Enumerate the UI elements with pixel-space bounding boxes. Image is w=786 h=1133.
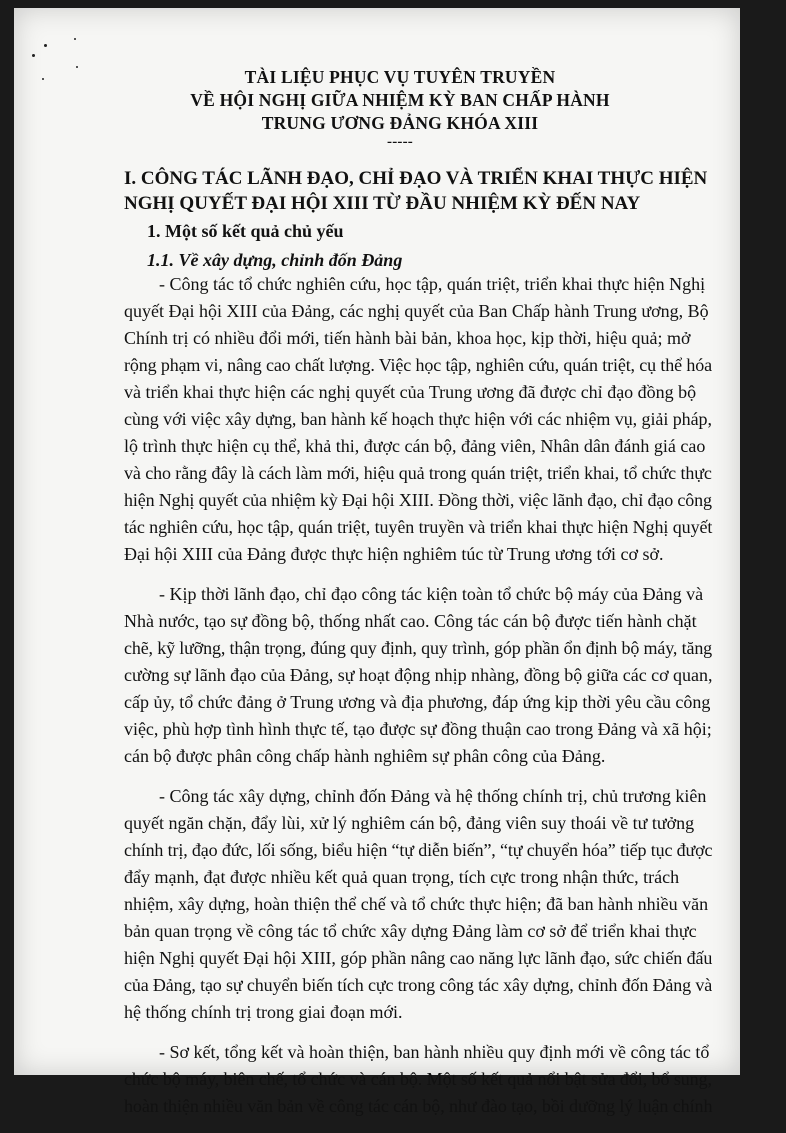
section-heading-line: I. CÔNG TÁC LÃNH ĐẠO, CHỈ ĐẠO VÀ TRIỂN KHAI THỰC HIỆN (124, 168, 708, 189)
section-heading-line: NGHỊ QUYẾT ĐẠI HỘI XIII TỪ ĐẦU NHIỆM KỲ ĐẾN NAY (124, 193, 641, 214)
paragraph-line: cán bộ được phân công chấp hành nghiêm sự phân công của Đảng. (124, 746, 606, 766)
scan-speck (44, 44, 47, 47)
paragraph-line: chức bộ máy, biên chế, tổ chức và cán bộ. Một số kết quả nổi bật sửa đổi, bổ sung, (124, 1069, 712, 1089)
title-line: VỀ HỘI NGHỊ GIỮA NHIỆM KỲ BAN CHẤP HÀNH (190, 90, 610, 110)
paragraph-line: - Công tác xây dựng, chỉnh đốn Đảng và hệ thống chính trị, chủ trương kiên (159, 786, 707, 806)
paragraph-line: quyết Đại hội XIII của Đảng, các nghị quyết của Ban Chấp hành Trung ương, Bộ (124, 301, 709, 321)
document-page (14, 8, 740, 1116)
paragraph-line: hiện Nghị quyết của nhiệm kỳ Đại hội XIII. Đồng thời, việc lãnh đạo, chỉ đạo công (124, 490, 712, 510)
title-divider: ----- (387, 134, 413, 150)
paragraph-line: nhiệm, xây dựng, hoàn thiện thể chế và tổ chức thực hiện; đã ban hành nhiều văn (124, 894, 709, 914)
document-body (124, 271, 712, 1133)
paragraph-line: cường sự lãnh đạo của Đảng, sự hoạt động nhịp nhàng, đồng bộ giữa các cơ quan, (124, 665, 713, 685)
paragraph-line: cấp ủy, tổ chức đảng ở Trung ương và địa phương, đáp ứng kịp thời yêu cầu công (124, 692, 711, 712)
paragraph-line: chẽ, kỹ lưỡng, thận trọng, đúng quy định, quy trình, góp phần ổn định bộ máy, tăng (124, 638, 713, 658)
paragraph-line: và triển khai thực hiện các nghị quyết của Trung ương đã được chỉ đạo đồng bộ (124, 382, 697, 402)
paragraph-line: Đại hội XIII của Đảng được thực hiện nghiêm túc từ Trung ương tới cơ sở. (124, 544, 664, 564)
body-paragraph (124, 581, 712, 770)
paragraph-line: cùng với việc xây dựng, ban hành kế hoạch thực hiện với các nhiệm vụ, giải pháp, (124, 409, 712, 429)
paragraph-line: chính trị, đạo đức, lối sống, biểu hiện “tự diễn biến”, “tự chuyển hóa” tiếp tục được (124, 840, 713, 860)
paragraph-line: hoàn thiện nhiều văn bản về công tác cán bộ, như đào tạo, bồi dưỡng lý luận chính (124, 1096, 713, 1116)
paragraph-line: lộ trình thực hiện cụ thể, khả thi, được cán bộ, đảng viên, Nhân dân đánh giá cao (124, 436, 706, 456)
paragraph-line: - Sơ kết, tổng kết và hoàn thiện, ban hành nhiều quy định mới về công tác tổ (159, 1042, 710, 1062)
paragraph-line: Nhà nước, tạo sự đồng bộ, thống nhất cao. Công tác cán bộ được tiến hành chặt (124, 611, 697, 631)
body-paragraph (124, 783, 712, 1026)
paragraph-line: việc, phù hợp tình hình thực tế, tạo được sự đồng thuận cao trong Đảng và xã hội; (124, 719, 712, 739)
paragraph-line: hiện Nghị quyết Đại hội XIII, góp phần nâng cao năng lực lãnh đạo, sức chiến đấu (124, 948, 713, 968)
scan-speck (32, 54, 35, 57)
scan-speck (74, 38, 76, 40)
paragraph-line: quyết ngăn chặn, đẩy lùi, xử lý nghiêm cán bộ, đảng viên suy thoái về tư tưởng (124, 813, 695, 833)
paragraph-line: hệ thống chính trị trong giai đoạn mới. (124, 1002, 403, 1022)
document-title (14, 66, 786, 149)
paragraph-line: - Kịp thời lãnh đạo, chỉ đạo công tác kiện toàn tổ chức bộ máy của Đảng và (159, 584, 704, 604)
paragraph-line: - Công tác tổ chức nghiên cứu, học tập, quán triệt, triển khai thực hiện Nghị (159, 274, 706, 294)
paragraph-line: tác nghiên cứu, học tập, quán triệt, tuyên truyền và triển khai thực hiện Nghị quyết (124, 517, 713, 537)
paragraph-line: đẩy mạnh, đạt được nhiều kết quả quan trọng, tích cực trong nhận thức, trách (124, 867, 680, 887)
paragraph-line: Chính trị có nhiều đổi mới, tiến hành bài bản, khoa học, kịp thời, hiệu quả; mở (124, 328, 691, 348)
paragraph-line: và cho rằng đây là cách làm mới, hiệu quả trong quán triệt, triển khai, tổ chức thực (124, 463, 712, 483)
paragraph-line: của Đảng, tạo sự chuyển biến tích cực trong công tác xây dựng, chỉnh đốn Đảng và (124, 975, 713, 995)
body-paragraph (124, 1039, 712, 1120)
paragraph-line: rộng phạm vi, nâng cao chất lượng. Việc học tập, nghiên cứu, quán triệt, cụ thể hóa (124, 355, 712, 375)
body-paragraph (124, 271, 712, 568)
sub-heading: 1. Một số kết quả chủ yếu (147, 221, 344, 241)
paragraph-line: bản quan trọng về công tác tổ chức xây dựng Đảng làm cơ sở để triển khai thực (124, 921, 697, 941)
section-heading (124, 166, 724, 216)
title-line: TÀI LIỆU PHỤC VỤ TUYÊN TRUYỀN (244, 67, 556, 87)
sub-sub-heading: 1.1. Về xây dựng, chỉnh đốn Đảng (147, 250, 403, 270)
title-line: TRUNG ƯƠNG ĐẢNG KHÓA XIII (261, 113, 539, 133)
